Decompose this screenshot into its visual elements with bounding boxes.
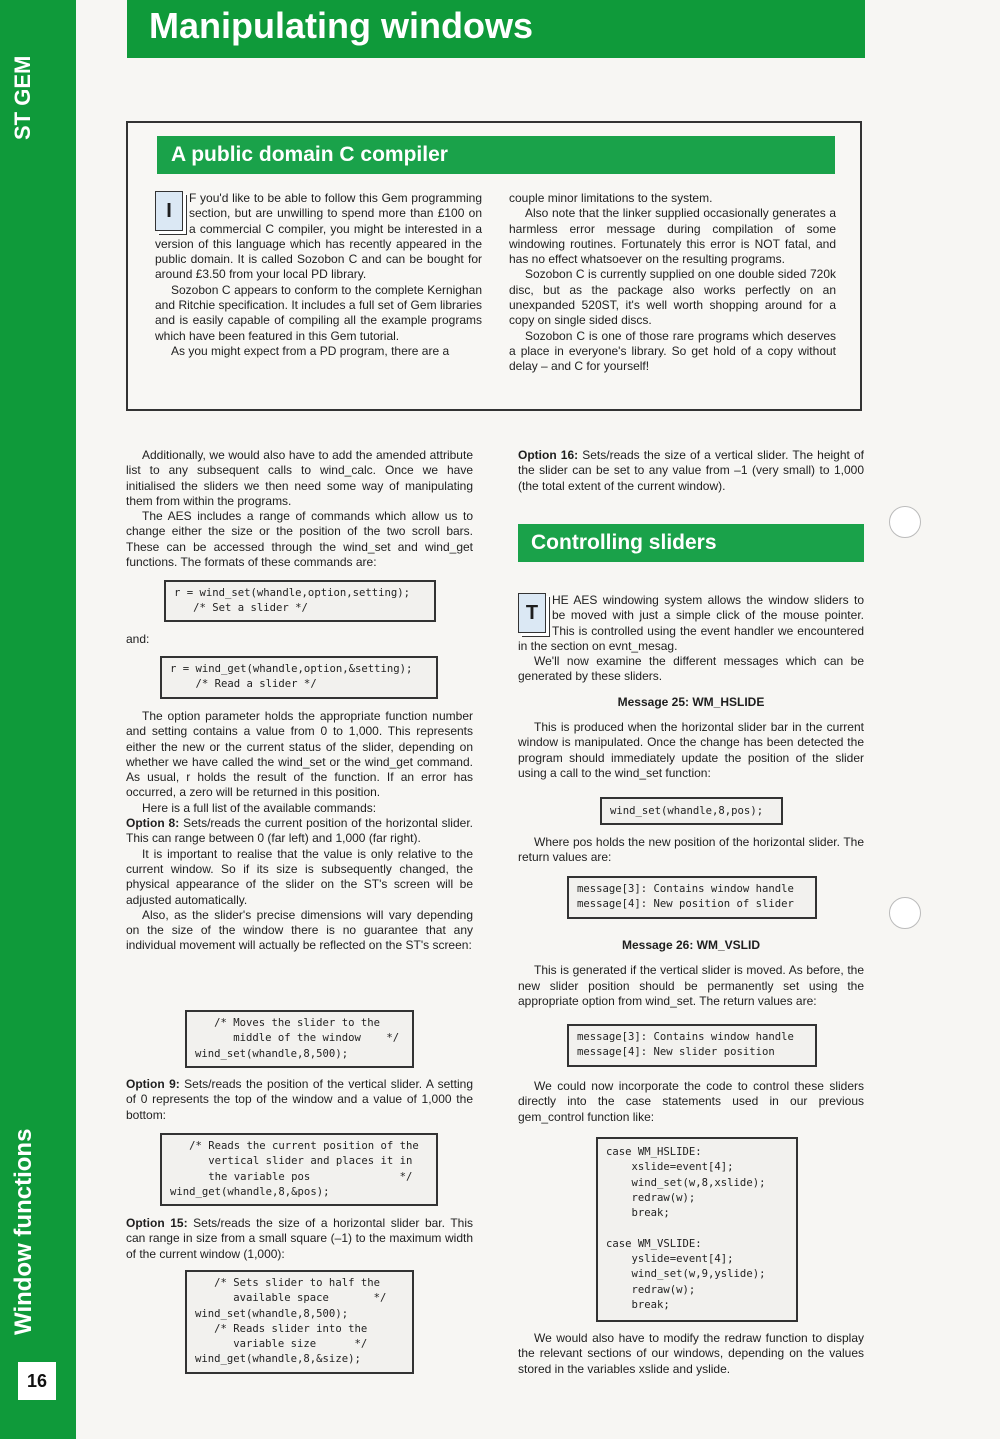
code-block: /* Reads the current position of the vertical slider and places it in the variable pos */ wind_get(whandle,8,&pos); (160, 1133, 438, 1206)
sidebar (0, 0, 76, 1439)
paragraph: Additionally, we would also have to add the amended attribute list to any subsequent calls to wind_calc. Once we have initialised the sliders we then need some way of manipulating them from within the programs. (126, 448, 473, 508)
page-number: 16 (18, 1362, 56, 1400)
paragraph: Where pos holds the new position of the horizontal slider. The return values are: (518, 835, 864, 865)
box-column-2 (509, 191, 836, 375)
dropcap: I (155, 191, 183, 231)
option-label: Option 8: (126, 816, 180, 831)
dropcap: T (518, 593, 546, 633)
section-heading: Controlling sliders (531, 531, 717, 554)
title-bar (127, 0, 865, 58)
code-block: r = wind_get(whandle,option,&setting); /* Read a slider */ (160, 656, 438, 699)
sidebar-box (126, 121, 862, 411)
right-text-5 (518, 1079, 864, 1125)
option-label: Option 16: (518, 448, 579, 462)
paragraph: The AES includes a range of commands which allow us to change either the size or the position of the two scroll bars. These can be accessed through the wind_set and wind_get functions. The formats of these commands are: (126, 509, 473, 570)
option-text: Sets/reads the current position of the horizontal slider. This can range between 0 (far left) and 1,000 (far right). (126, 816, 473, 846)
option-text: Sets/reads the position of the vertical slider. A setting of 0 represents the top of the window and a value of 1,000 the bottom: (126, 1077, 473, 1122)
message-heading: Message 26: WM_VSLID (621, 938, 761, 952)
paragraph: Also, as the slider's precise dimensions will vary depending on the size of the window there is no guarantee that any individual movement will actually be reflected on the ST's screen: (126, 907, 473, 953)
code-block: message[3]: Contains window handle message[4]: New position of slider (567, 876, 817, 919)
paragraph: couple minor limitations to the system. (509, 191, 713, 205)
code-block: r = wind_set(whandle,option,setting); /* Set a slider */ (164, 580, 436, 622)
paragraph: Sozobon C appears to conform to the complete Kernighan and Ritchie specification. It includes a full set of Gem libraries and is easily capable of compiling all the example programs which have been featured in this Gem tutorial. (155, 282, 482, 343)
code-block: message[3]: Contains window handle message[4]: New slider position (567, 1024, 817, 1067)
paragraph (126, 1077, 473, 1123)
paragraph: F you'd like to be able to follow this Gem programming section, but are unwilling to spend more than £100 on a commercial C compiler, you might be interested in a version of this language which has recently appeared in the public domain. It is called Sozobon C and can be bought for around £3.50 from your local PD library. (155, 191, 482, 282)
right-text-2 (518, 593, 864, 781)
paragraph: HE AES windowing system allows the window sliders to be moved with just a simple click of the mouse pointer. This is controlled using the event handler we encountered in the section on evnt_mesag. (518, 593, 864, 653)
paragraph: This is generated if the vertical slider is moved. As before, the new slider position should be permanently set using the appropriate option from wind_set. The return values are: (518, 963, 864, 1008)
section-label: ST GEM (10, 55, 35, 140)
right-text-1 (518, 448, 864, 494)
paragraph: The option parameter holds the appropriate function number and setting contains a value from 0 to 1,000. This represents either the new or the current status of the slider, depending on whether we have called the wind_set or the wind_get command. As usual, r holds the result of the function. If an error has occurred, a zero will be returned in this position. (126, 709, 473, 800)
paragraph: We could now incorporate the code to control these sliders directly into the case statements used in our previous gem_control function like: (518, 1079, 864, 1124)
paragraph: Also note that the linker supplied occasionally generates a harmless error message during compilation of some windowing routines. Fortunately this error is NOT fatal, and has no effect whatsoever on the resulting programs. (509, 206, 836, 267)
option-text: Sets/reads the size of a vertical slider. The height of the slider can be set to any value from –1 (very small) to 1,000 (the total extent of the current window). (518, 448, 864, 493)
paragraph: We would also have to modify the redraw function to display the relevant sections of our windows, depending on the values stored in the variables xslide and yslide. (518, 1331, 864, 1376)
code-block: wind_set(whandle,8,pos); (600, 797, 783, 825)
left-text-2 (126, 709, 473, 954)
box-heading-bar (157, 136, 835, 174)
section-heading-bar (518, 524, 864, 562)
binder-hole (889, 506, 921, 538)
left-text-1 (126, 448, 473, 570)
left-text-4 (126, 1216, 473, 1262)
message-heading: Message 25: WM_HSLIDE (617, 694, 765, 709)
left-text-3 (126, 1077, 473, 1123)
option-label: Option 9: (126, 1077, 180, 1091)
binder-hole (889, 897, 921, 929)
paragraph: Sozobon C is currently supplied on one double sided 720k disc, but as the package also works perfectly on an unexpanded 520ST, it's well worth shopping around for a copy on single sided discs. (509, 267, 836, 328)
connector-text: and: (126, 632, 150, 646)
code-block: /* Moves the slider to the middle of the window */ wind_set(whandle,8,500); (185, 1010, 414, 1068)
page-title: Manipulating windows (149, 5, 533, 46)
paragraph: This is produced when the horizontal slider bar in the current window is manipulated. Once the change has been detected the program should immediately update the position of the slider using a call to the wind_set function: (518, 720, 864, 780)
option-label: Option 15: (126, 1216, 188, 1230)
chapter-label: Window functions (10, 1128, 37, 1335)
paragraph: As you might expect from a PD program, there are a (171, 343, 450, 358)
right-text-3 (518, 835, 864, 866)
code-block: /* Sets slider to half the available space */ wind_set(whandle,8,500); /* Reads slider into the variable size */ wind_get(whandle,8,&size); (185, 1270, 414, 1374)
paragraph (518, 448, 864, 494)
paragraph (126, 1216, 473, 1262)
box-heading: A public domain C compiler (171, 143, 448, 166)
box-column-1 (155, 191, 482, 359)
right-text-4 (518, 938, 864, 1009)
paragraph: Here is a full list of the available commands: (142, 800, 377, 815)
paragraph (126, 816, 473, 847)
code-block: case WM_HSLIDE: xslide=event[4]; wind_set(w,8,xslide); redraw(w); break; case WM_VSLIDE: yslide=event[4]; wind_set(w,9,yslide); redraw(w); break; (596, 1137, 798, 1322)
paragraph: Sozobon C is one of those rare programs which deserves a place in everyone's library. So get hold of a copy without delay – and C for yourself! (509, 328, 836, 374)
option-text: Sets/reads the size of a horizontal slider bar. This can range in size from a small square (–1) to the maximum width of the current window (1,000): (126, 1216, 473, 1261)
paragraph: We'll now examine the different messages which can be generated by these sliders. (518, 654, 864, 684)
paragraph: It is important to realise that the value is only relative to the current window. So if its size is subsequently changed, the physical appearance of the slider on the ST's screen will be adjusted automatically. (126, 846, 473, 907)
right-text-6 (518, 1331, 864, 1377)
